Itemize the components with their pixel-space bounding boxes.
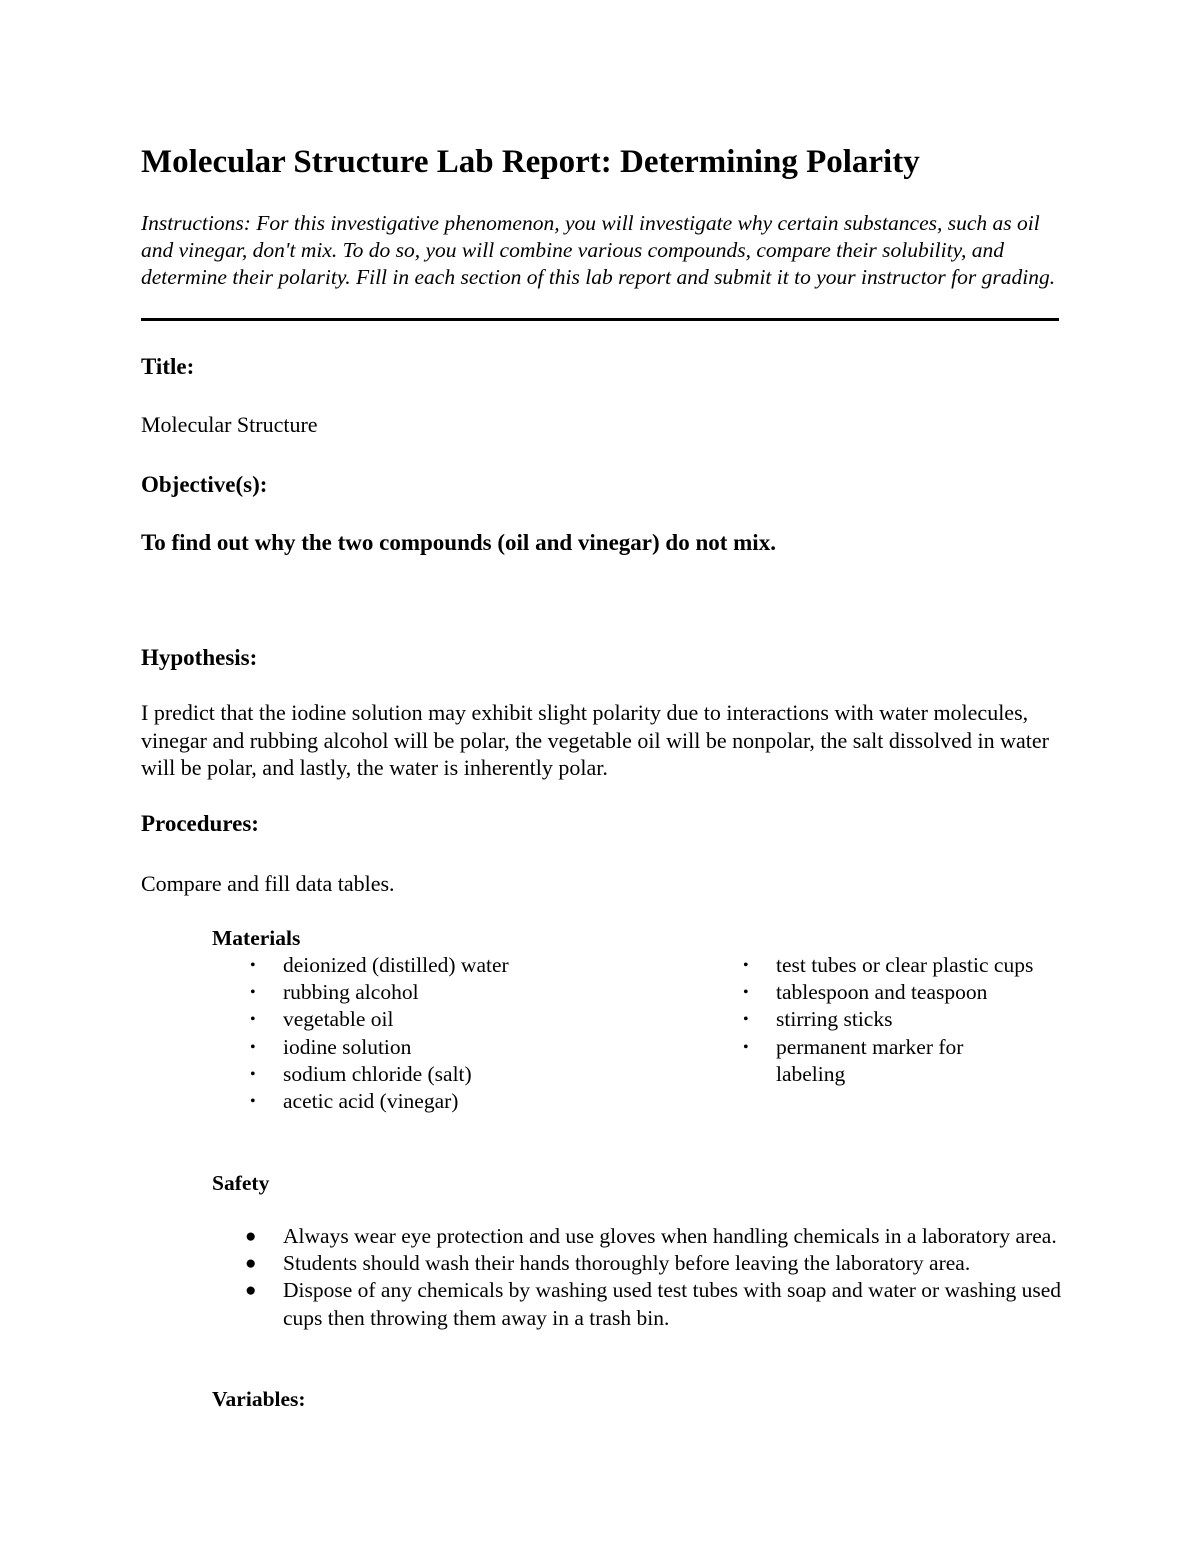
small-bullet-icon: •	[743, 984, 749, 1002]
list-item: • deionized (distilled) water	[212, 952, 612, 979]
objective-heading: Objective(s):	[141, 472, 268, 497]
list-item: • tablespoon and teaspoon	[705, 979, 1059, 1006]
list-item: ● Always wear eye protection and use gloves when handling chemicals in a laboratory area.	[212, 1223, 1063, 1250]
list-item: ● Students should wash their hands thoroughly before leaving the laboratory area.	[212, 1250, 1059, 1277]
procedures-heading: Procedures:	[141, 811, 259, 836]
list-item: • rubbing alcohol	[212, 979, 612, 1006]
list-item: • sodium chloride (salt)	[212, 1061, 612, 1088]
list-item: ● Dispose of any chemicals by washing used test tubes with soap and water or washing used cups then throwing them away in a trash bin.	[245, 1278, 1062, 1330]
list-item: • acetic acid (vinegar)	[212, 1088, 612, 1115]
small-bullet-icon: •	[250, 1093, 256, 1111]
safety-list	[212, 1223, 1062, 1332]
small-bullet-icon: •	[250, 957, 256, 974]
list-item: • stirring sticks	[705, 1006, 1059, 1033]
materials-heading: Materials	[212, 926, 301, 950]
list-item: • iodine solution	[212, 1034, 612, 1061]
variables-heading: Variables:	[212, 1387, 306, 1411]
section-divider	[141, 318, 1059, 321]
hypothesis-value: I predict that the iodine solution may exhibit slight polarity due to interactions with water molecules, vinegar and rubbing alcohol will be polar, the vegetable oil will be nonpolar, the salt dissolved in water will be polar, and lastly, the water is inherently polar.	[141, 700, 1049, 780]
small-bullet-icon: •	[250, 1011, 256, 1029]
small-bullet-icon: •	[250, 1065, 256, 1083]
document-title: Molecular Structure Lab Report: Determining Polarity	[141, 144, 920, 180]
procedures-value: Compare and fill data tables.	[141, 871, 395, 896]
small-bullet-icon: •	[743, 1011, 749, 1029]
round-bullet-icon: ●	[245, 1226, 257, 1247]
title-heading: Title:	[141, 354, 195, 379]
small-bullet-icon: •	[250, 984, 256, 1002]
title-value: Molecular Structure	[141, 412, 318, 437]
list-item: • test tubes or clear plastic cups	[705, 952, 1059, 979]
instructions-text: Instructions: For this investigative phenomenon, you will investigate why certain substances, such as oil and vinegar, don't mix. To do so, you will combine various compounds, compare their solubility, and determine their polarity. Fill in each section of this lab report and submit it to your instructor for grading.	[141, 211, 1056, 289]
round-bullet-icon: ●	[245, 1253, 257, 1275]
safety-heading: Safety	[212, 1171, 270, 1195]
list-item: • permanent marker for labeling	[743, 1034, 964, 1086]
materials-list-right	[705, 952, 1059, 1088]
hypothesis-heading: Hypothesis:	[141, 645, 258, 670]
small-bullet-icon: •	[743, 1038, 749, 1056]
small-bullet-icon: •	[743, 957, 749, 974]
small-bullet-icon: •	[250, 1038, 256, 1056]
round-bullet-icon: ●	[245, 1280, 257, 1302]
list-item: • vegetable oil	[212, 1006, 612, 1033]
materials-list-left	[212, 952, 612, 1115]
objective-value: To find out why the two compounds (oil and vinegar) do not mix.	[141, 530, 776, 555]
